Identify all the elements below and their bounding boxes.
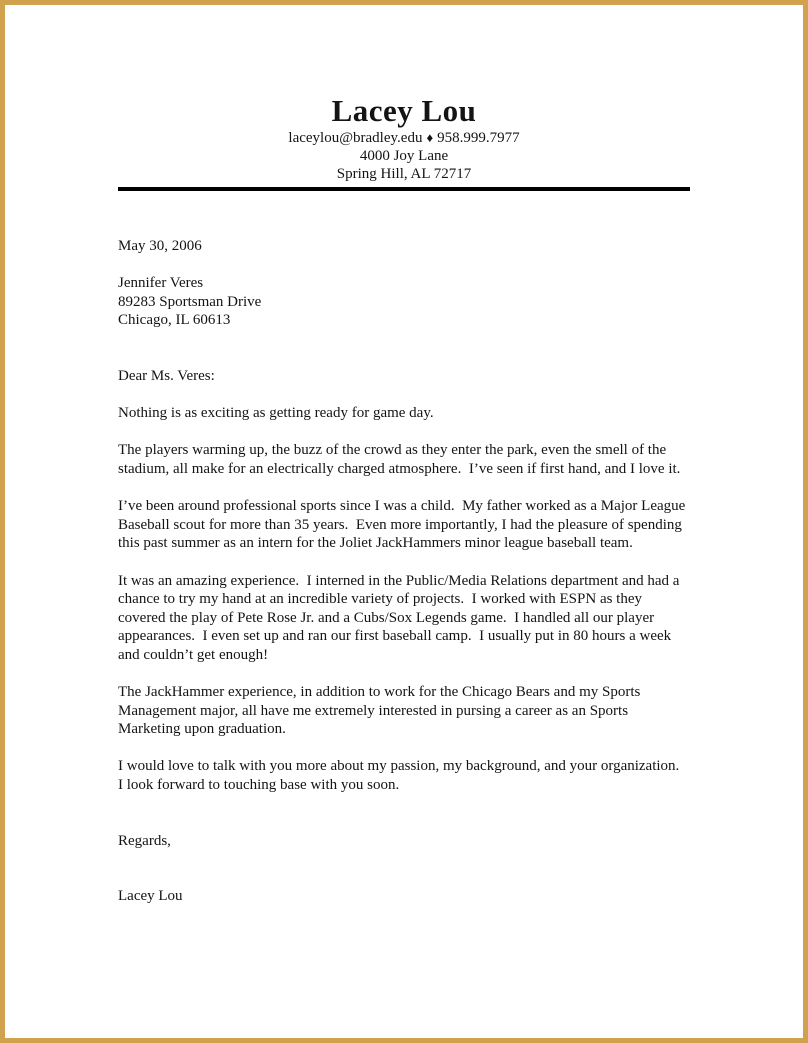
body-paragraph: The players warming up, the buzz of the crowd as they enter the park, even the smell of the stadium, all make for an electrically charged atmosphere. I’ve seen if first hand, and I love it.: [118, 442, 681, 477]
letterhead-contact-line: [118, 129, 690, 147]
letterhead-name: Lacey Lou: [331, 93, 477, 128]
letter-body: [118, 237, 690, 906]
body-paragraph: I would love to talk with you more about my passion, my background, and your organization. I look forward to touching base with you soon.: [118, 758, 687, 794]
letter-content: [118, 5, 690, 906]
recipient-address-line1: 89283 Sportsman Drive: [118, 293, 262, 310]
body-paragraph: The JackHammer experience, in addition to work for the Chicago Bears and my Sports Management major, all have me extremely interested in pursing a career as an Sports Marketing upon graduation.: [118, 684, 645, 738]
body-paragraph: I’ve been around professional sports since I was a child. My father worked as a Major League Baseball scout for more than 35 years. Even more importantly, I had the pleasure of spending this past summer as an intern for the Joliet JackHammers minor league baseball team.: [118, 498, 690, 552]
letter-date: May 30, 2006: [118, 238, 202, 254]
letterhead-phone: 958.999.7977: [437, 130, 520, 146]
salutation: Dear Ms. Veres:: [118, 367, 215, 384]
letterhead: [118, 5, 690, 183]
signature-name: Lacey Lou: [118, 888, 183, 905]
body-paragraph: Nothing is as exciting as getting ready for game day.: [118, 405, 434, 422]
letterhead-address-line1: 4000 Joy Lane: [359, 148, 449, 164]
recipient-address-line2: Chicago, IL 60613: [118, 312, 231, 329]
letterhead-address-line2: Spring Hill, AL 72717: [336, 166, 472, 182]
closing: Regards,: [118, 833, 171, 850]
diamond-icon: ♦: [426, 130, 434, 145]
recipient-name: Jennifer Veres: [118, 275, 204, 292]
letterhead-email: laceylou@bradley.edu: [288, 130, 423, 146]
header-divider-rule: [118, 187, 690, 191]
recipient-block: [118, 274, 690, 330]
body-paragraph: It was an amazing experience. I interned in the Public/Media Relations department and had a chance to try my hand at an incredible variety of projects. I worked with ESPN as they covered the play of Pete Rose Jr. and a Cubs/Sox Legends game. I handled all our player appearances. I even set up and ran our first baseball camp. I usually put in 80 hours a week and couldn’t get enough!: [118, 572, 684, 663]
